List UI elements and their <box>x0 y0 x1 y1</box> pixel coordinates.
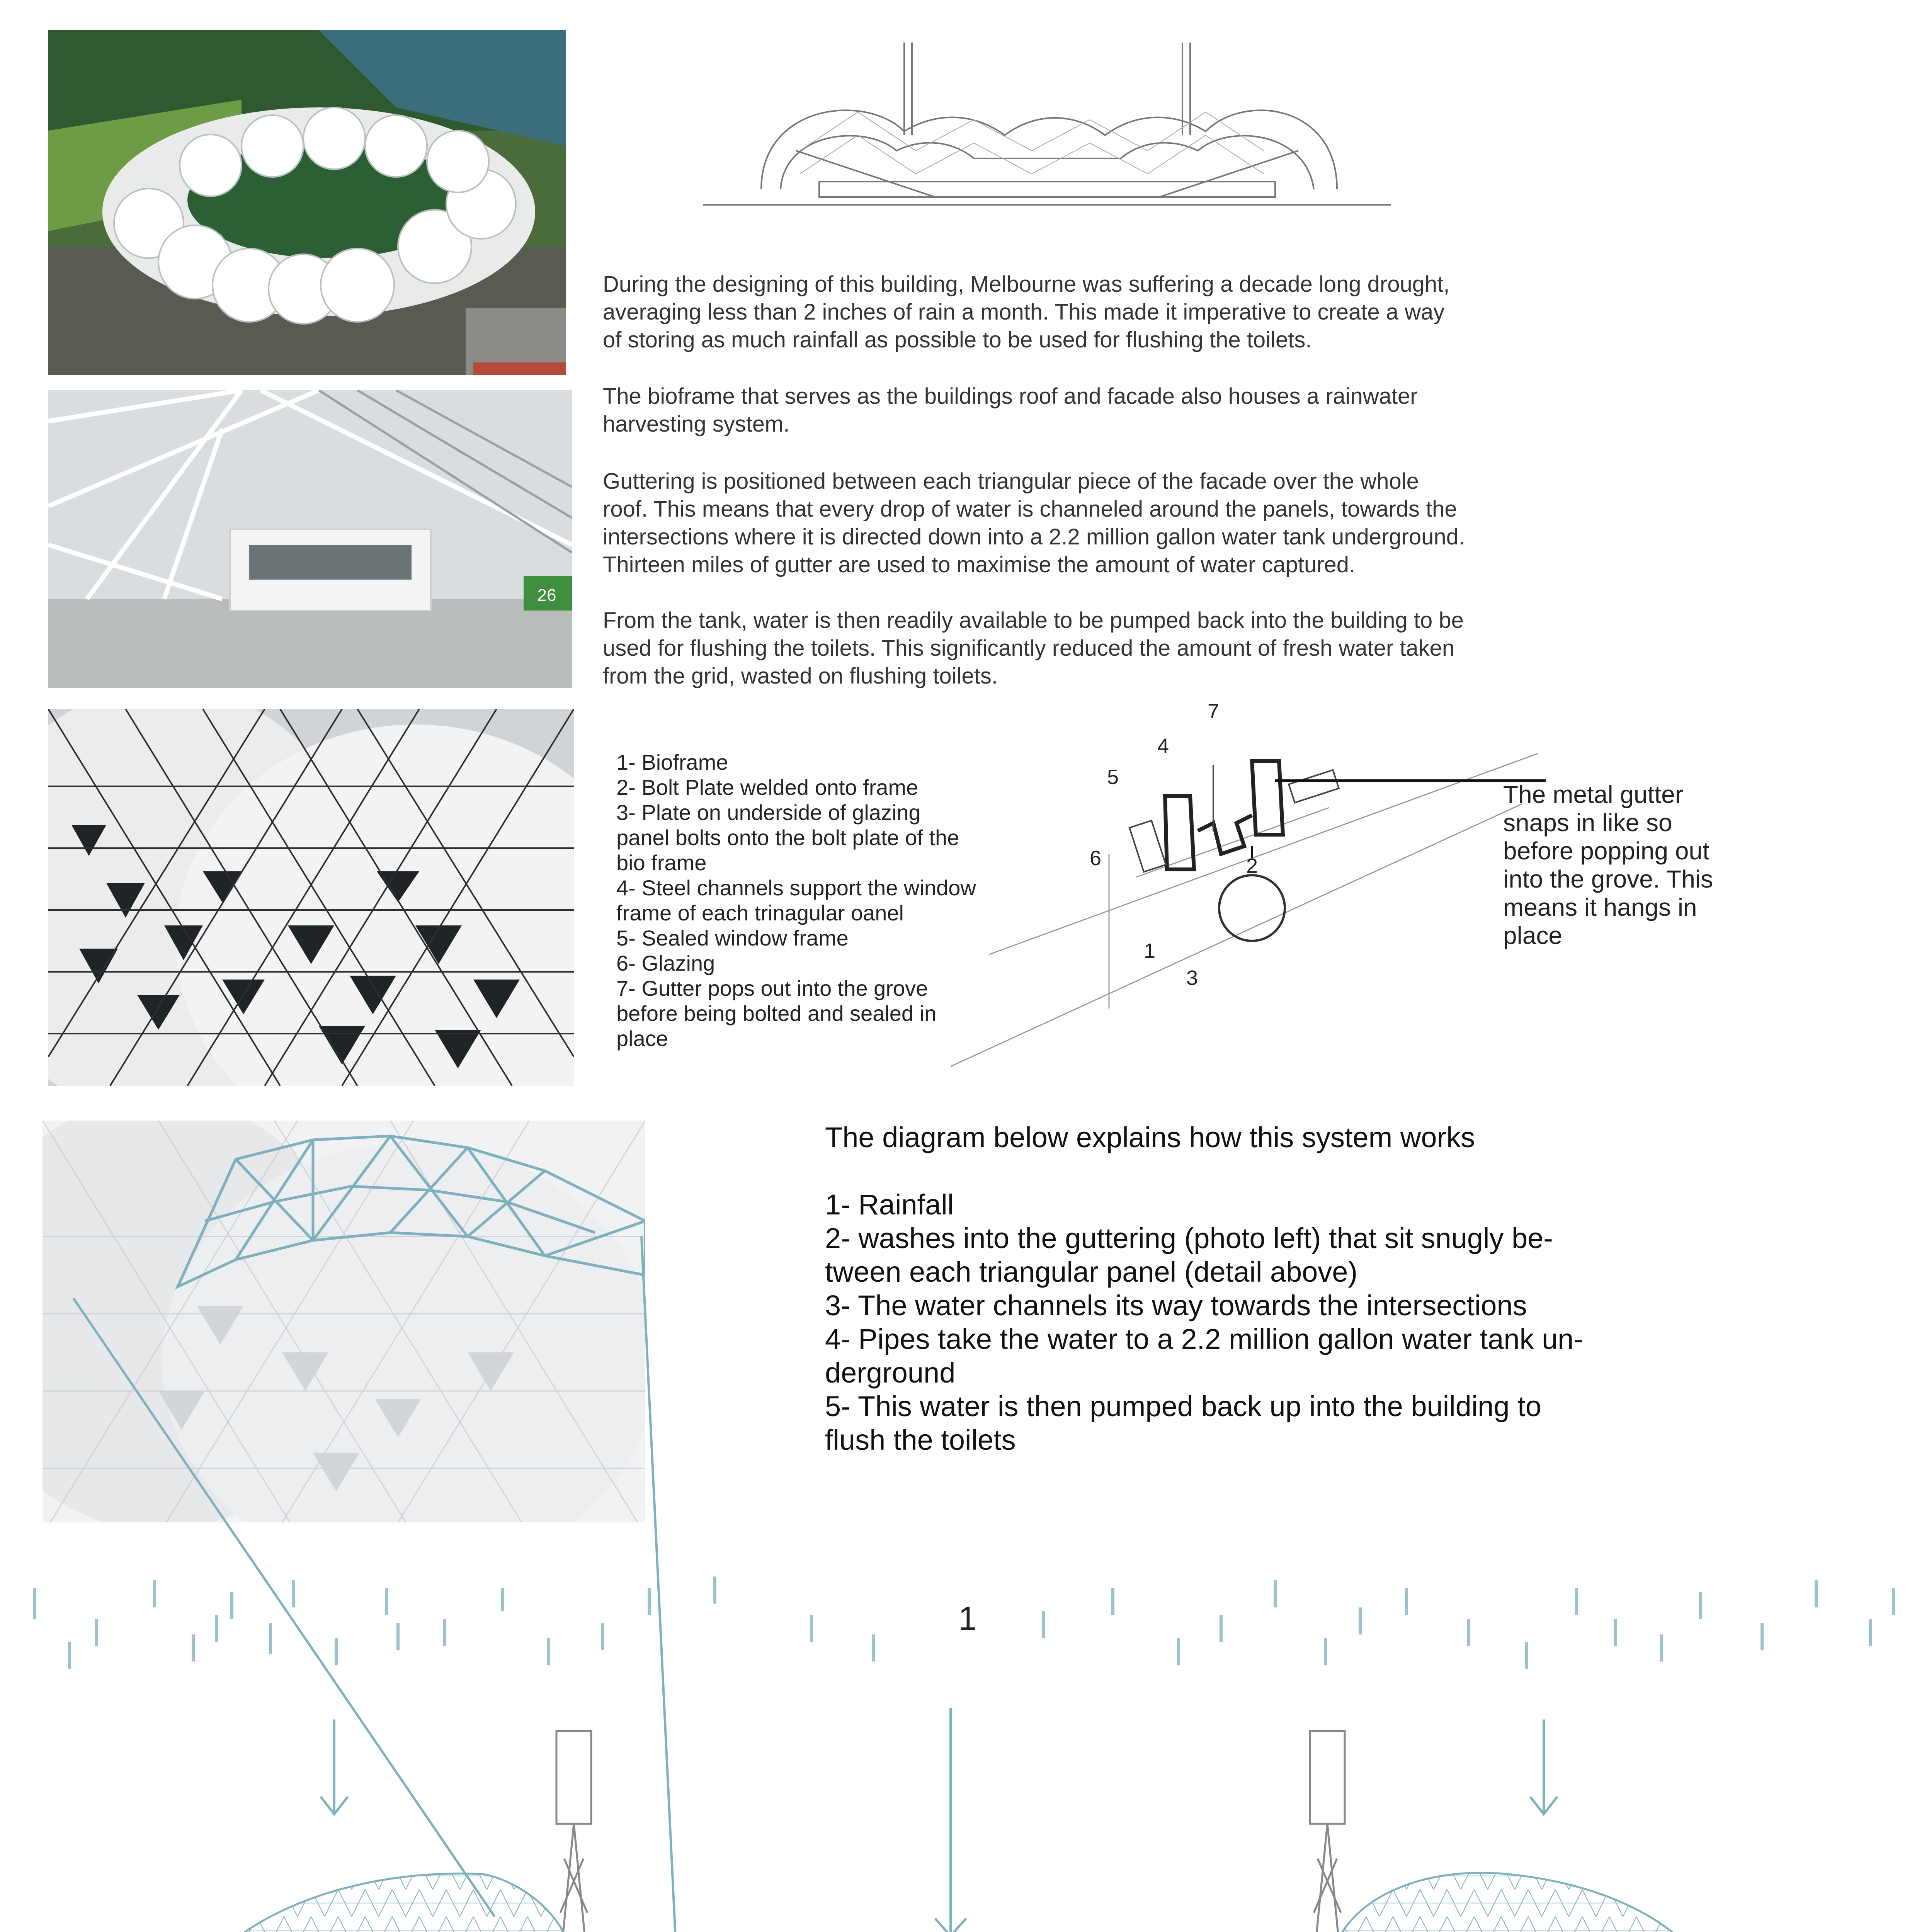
system-steps <box>825 1121 1714 1457</box>
detail-number-5: 5 <box>1107 765 1119 789</box>
detail-number-4: 4 <box>1157 735 1169 758</box>
bioframe-paragraph: The bioframe that serves as the buildings roof and facade also houses a rainwater harvesting system. <box>603 384 1418 437</box>
legend-item: 4- Steel channels support the window frame of each trinagular oanel <box>616 876 976 925</box>
tank-paragraph: From the tank, water is then readily available to be pumped back into the building to be used for flushing the toilets. This significantly reduced the amount of fresh water taken from the grid, wasted on flushing toilets. <box>603 608 1464 689</box>
legend-item: 7- Gutter pops out into the grove before being bolted and sealed in place <box>616 976 937 1051</box>
facade-glazing-photo <box>48 709 574 1086</box>
step-item: 4- Pipes take the water to a 2.2 million gallon water tank un- derground <box>825 1323 1584 1389</box>
step-item: 3- The water channels its way towards the intersections <box>825 1289 1527 1321</box>
step-item: 1- Rainfall <box>825 1189 954 1221</box>
detail-number-6: 6 <box>1090 847 1102 870</box>
legend-item: 6- Glazing <box>616 951 715 975</box>
detail-number-1: 1 <box>1144 939 1156 963</box>
stadium-section-sketch <box>703 35 1391 220</box>
legend-item: 5- Sealed window frame <box>616 926 849 950</box>
diagram-intro: The diagram below explains how this system works <box>825 1121 1475 1153</box>
label-rainfall-1: 1 <box>958 1600 977 1637</box>
drought-paragraph: During the designing of this building, Melbourne was suffering a decade long drought, averaging less than 2 inches of rain a month. This made it imperative to create a way of storing as much rainfall as possible to be used for flushing the toilets. <box>603 272 1450 352</box>
legend-item: 2- Bolt Plate welded onto frame <box>616 775 919 799</box>
step-item: 2- washes into the guttering (photo left) that sit snugly be- tween each triangular panel (detail above) <box>825 1222 1553 1288</box>
bioframe-domes <box>165 1873 1740 1932</box>
detail-number-2: 2 <box>1246 854 1258 878</box>
concourse-interior-photo <box>48 390 572 688</box>
aerial-stadium-photo <box>48 30 566 375</box>
detail-number-7: 7 <box>1208 700 1220 723</box>
section-number-badge: 26 <box>537 586 556 605</box>
guttering-paragraph: Guttering is positioned between each triangular piece of the facade over the whole roof. This means that every drop of water is channeled around the panels, towards the intersections where it is directed down into a 2.2 million gallon water tank underground. Thirteen miles of gutter are used to maximise the amount of water captured. <box>603 469 1465 577</box>
detail-number-3: 3 <box>1186 966 1198 990</box>
gutter-note: The metal gutter snaps in like so before popping out into the grove. This means it hangs in place <box>1503 781 1713 949</box>
step-item: 5- This water is then pumped back up into the building to flush the toilets <box>825 1390 1541 1456</box>
legend-item: 1- Bioframe <box>616 750 728 774</box>
gutter-detail-drawing <box>943 707 1546 1074</box>
legend-item: 3- Plate on underside of glazing panel bolts onto the bolt plate of the bio frame <box>616 800 959 875</box>
